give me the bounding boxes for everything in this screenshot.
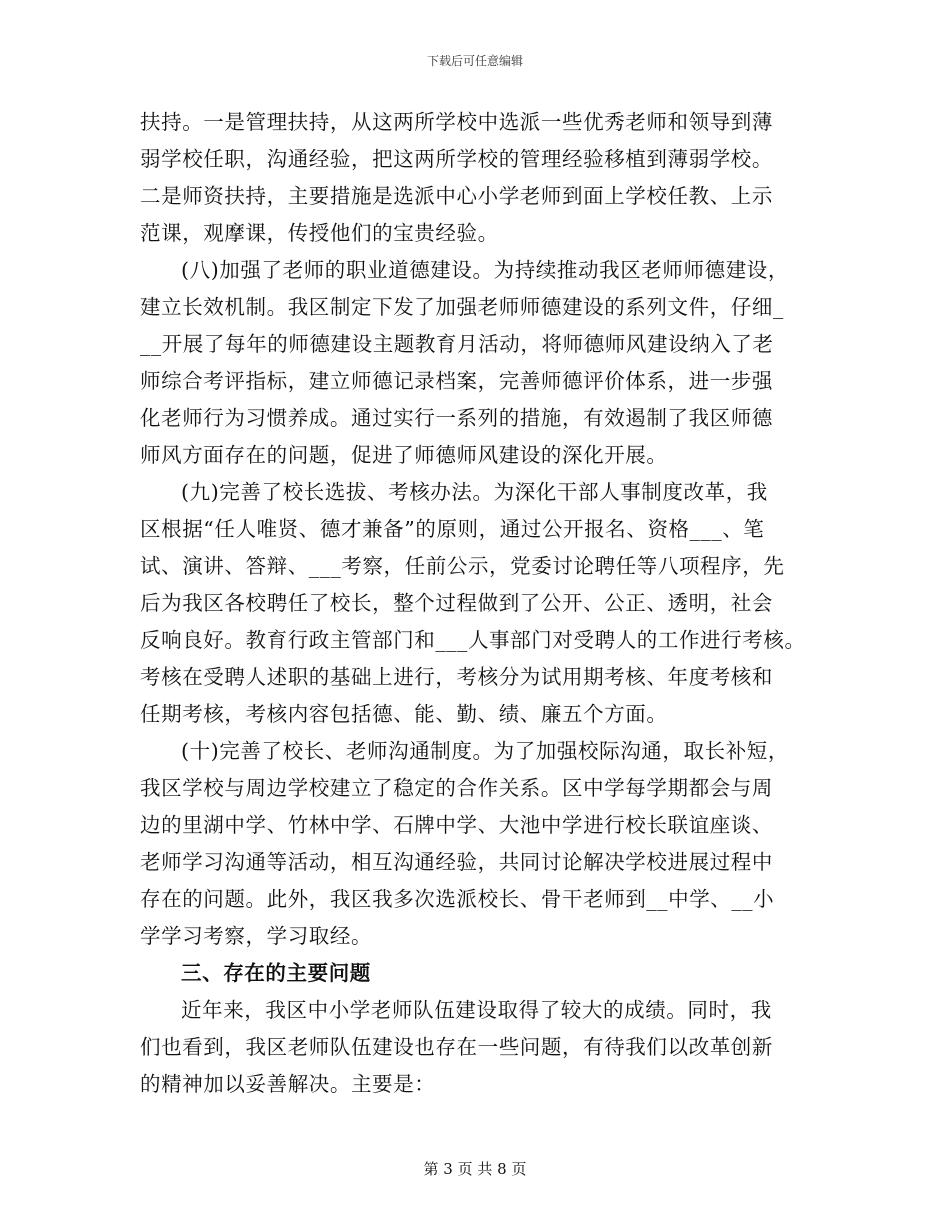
body-line: 的精神加以妥善解决。主要是：: [140, 1072, 436, 1096]
body-line: 反响良好。教育行政主管部门和___人事部门对受聘人的工作进行考核。: [140, 628, 806, 652]
body-line: 边的里湖中学、竹林中学、石牌中学、大池中学进行校长联谊座谈、: [140, 813, 773, 837]
section-heading: 三、存在的主要问题: [181, 961, 371, 985]
body-line: 弱学校任职，沟通经验，把这两所学校的管理经验移植到薄弱学校。: [140, 147, 773, 171]
body-line: 范课，观摩课，传授他们的宝贵经验。: [140, 221, 499, 245]
body-line: 考核在受聘人述职的基础上进行，考核分为试用期考核、年度考核和: [140, 665, 773, 689]
page-footer: 第 3 页 共 8 页: [423, 1160, 527, 1178]
body-line: 化老师行为习惯养成。通过实行一系列的措施，有效遏制了我区师德: [140, 406, 773, 430]
paragraph-start-line: (八)加强了老师的职业道德建设。为持续推动我区老师师德建设，: [181, 258, 789, 282]
page-header: 下载后可任意编辑: [426, 54, 523, 68]
body-line: 扶持。一是管理扶持，从这两所学校中选派一些优秀老师和领导到薄: [140, 110, 773, 134]
body-line: 后为我区各校聘任了校长，整个过程做到了公开、公正、透明，社会: [140, 591, 773, 615]
document-body: [140, 104, 830, 1103]
paragraph-start-line: 近年来，我区中小学老师队伍建设取得了较大的成绩。同时，我: [181, 998, 772, 1022]
body-line: 二是师资扶持，主要措施是选派中心小学老师到面上学校任教、上示: [140, 184, 773, 208]
body-line: 师风方面存在的问题，促进了师德师风建设的深化开展。: [140, 443, 668, 467]
paragraph-start-line: (九)完善了校长选拔、考核办法。为深化干部人事制度改革，我: [181, 480, 768, 504]
body-line: 我区学校与周边学校建立了稳定的合作关系。区中学每学期都会与周: [140, 776, 773, 800]
body-line: 区根据“任人唯贤、德才兼备”的原则，通过公开报名、资格___、笔: [140, 517, 765, 541]
body-line: 师综合考评指标，建立师德记录档案，完善师德评价体系，进一步强: [140, 369, 773, 393]
body-line: 老师学习沟通等活动，相互沟通经验，共同讨论解决学校进展过程中: [140, 850, 773, 874]
body-line: __开展了每年的师德建设主题教育月活动，将师德师风建设纳入了老: [140, 332, 774, 356]
body-line: 们也看到，我区老师队伍建设也存在一些问题，有待我们以改革创新: [140, 1035, 773, 1059]
body-line: 学学习考察，学习取经。: [140, 924, 373, 948]
paragraph-start-line: (十)完善了校长、老师沟通制度。为了加强校际沟通，取长补短，: [181, 739, 789, 763]
body-line: 任期考核，考核内容包括德、能、勤、绩、廉五个方面。: [140, 702, 668, 726]
body-line: 存在的问题。此外，我区我多次选派校长、骨干老师到__中学、__小: [140, 887, 775, 911]
body-line: 试、演讲、答辩、___考察，任前公示，党委讨论聘任等八项程序，先: [140, 554, 785, 578]
body-line: 建立长效机制。我区制定下发了加强老师师德建设的系列文件，仔细_: [140, 295, 784, 319]
